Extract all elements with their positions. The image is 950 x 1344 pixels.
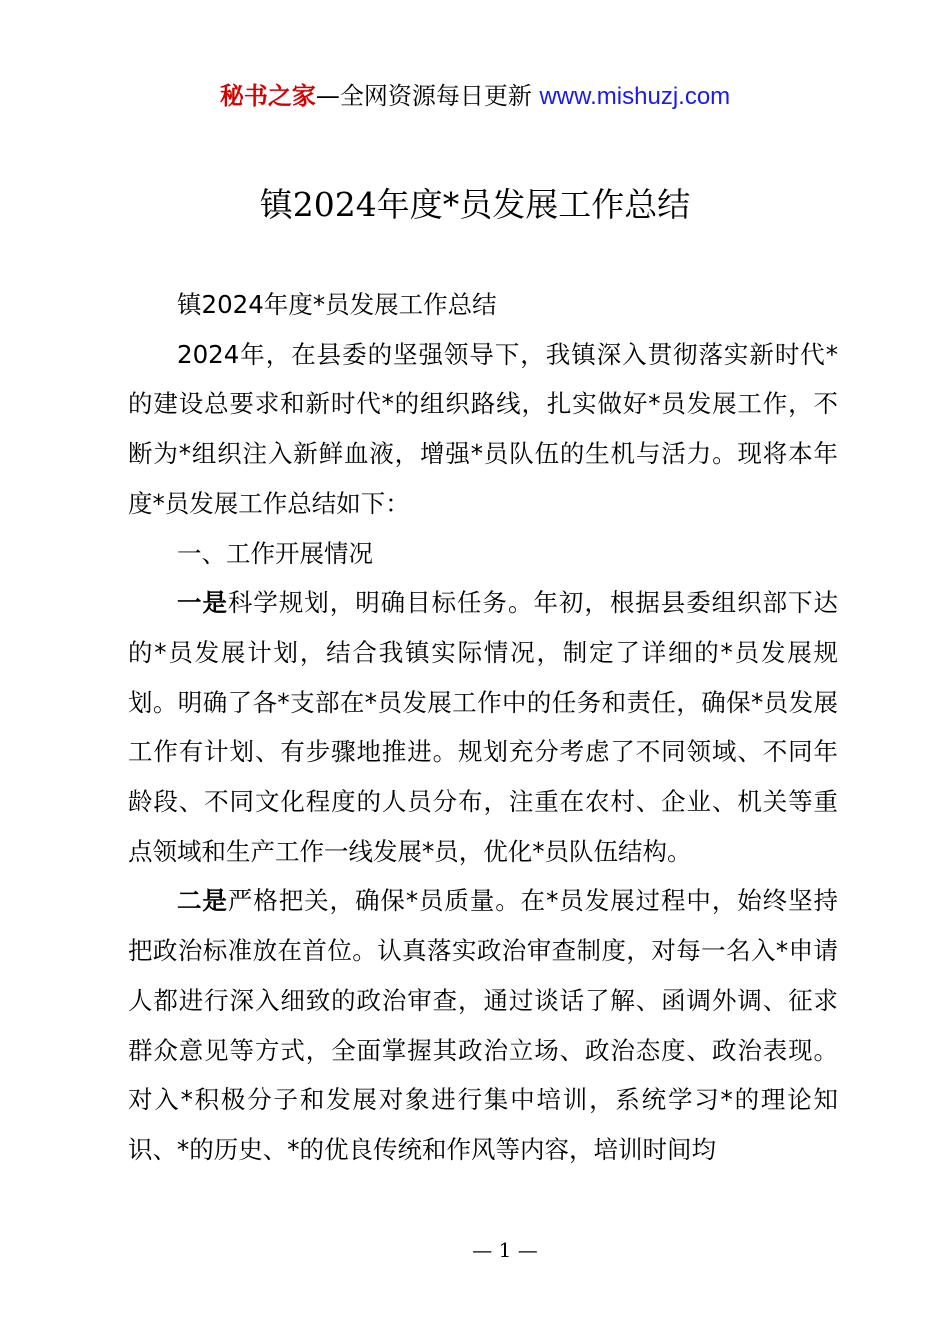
point-one-lead: 一是 [177,588,228,618]
paragraph-point-one [128,578,838,876]
paragraph-point-two [128,876,838,1174]
paragraph-subtitle: 镇2024年度*员发展工作总结 [177,290,497,319]
section-heading: 一、工作开展情况 [177,538,373,568]
document-title: 镇2024年度*员发展工作总结 [259,185,691,224]
document-body [128,280,838,1175]
point-one-text: 科学规划，明确目标任务。年初，根据县委组织部下达的*员发展计划，结合我镇实际情况，制定了详细的*员发展规划。明确了各*支部在*员发展工作中的任务和责任，确保*员发展工作有计划、有步骤地推进。规划充分考虑了不同领域、不同年龄段、不同文化程度的人员分布，注重在农村、企业、机关等重点领域和生产工作一线发展*员，优化*员队伍结构。 [128,588,838,866]
site-banner [0,78,950,115]
brand-name: 秘书之家 [219,82,316,110]
site-url-link[interactable]: www.mishuzj.com [539,83,731,110]
point-two-text: 严格把关，确保*员质量。在*员发展过程中，始终坚持把政治标准放在首位。认真落实政治审查制度，对每一名入*申请人都进行深入细致的政治审查，通过谈话了解、函调外调、征求群众意见等方式，全面掌握其政治立场、政治态度、政治表现。对入*积极分子和发展对象进行集中培训，系统学习*的理论知识、*的历史、*的优良传统和作风等内容，培训时间均 [128,886,839,1164]
paragraph-intro: 2024年，在县委的坚强领导下，我镇深入贯彻落实新时代*的建设总要求和新时代*的组织路线，扎实做好*员发展工作，不断为*组织注入新鲜血液，增强*员队伍的生机与活力。现将本年度*员发展工作总结如下： [128,339,838,518]
page-number: — 1 — [472,1238,538,1262]
banner-slogan: —全网资源每日更新 [315,82,532,110]
point-two-lead: 二是 [177,886,228,916]
